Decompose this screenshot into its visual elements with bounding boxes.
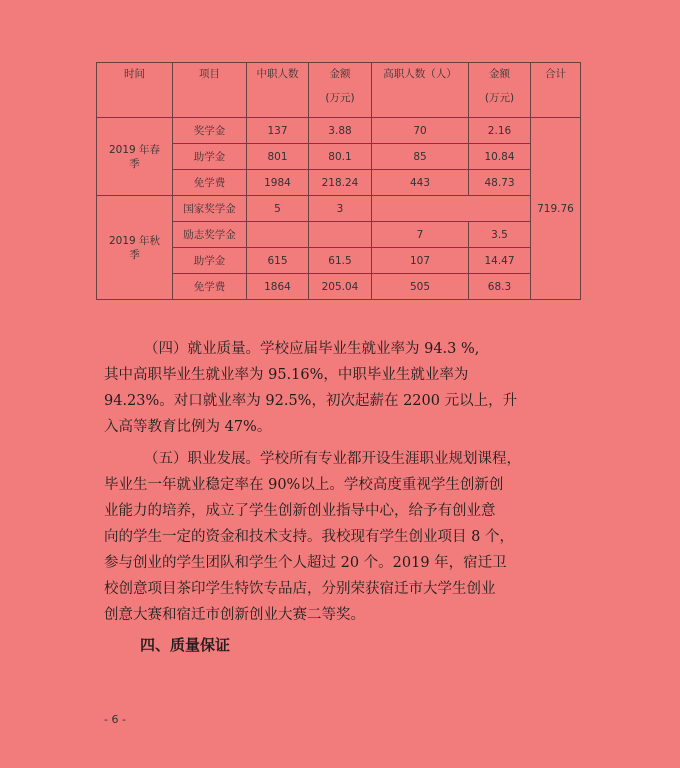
row-item: 免学费	[173, 274, 247, 300]
row-cell: 443	[372, 170, 469, 196]
row-cell: 68.3	[469, 274, 531, 300]
row-cell: 70	[372, 118, 469, 144]
header-amount-1-unit: (万元)	[325, 92, 355, 104]
row-cell: 615	[247, 248, 309, 274]
row-cell: 3.5	[469, 222, 531, 248]
row-item: 助学金	[173, 144, 247, 170]
paragraph-line: 毕业生一年就业稳定率在 90%以上。学校高度重视学生创新创	[104, 477, 504, 493]
header-amount-2-unit: (万元)	[484, 92, 515, 104]
header-time: 时间	[97, 63, 173, 118]
row-cell: 107	[372, 248, 469, 274]
row-item: 奖学金	[173, 118, 247, 144]
paragraph-line: 校创意项目茶印学生特饮专品店，分别荣获宿迁市大学生创业	[104, 581, 496, 597]
paragraph-line: 其中高职毕业生就业率为 95.16%，中职毕业生就业率为	[104, 367, 469, 383]
paragraph-line: 业能力的培养，成立了学生创新创业指导中心，给予有创业意	[104, 503, 496, 519]
header-amount-1	[309, 63, 372, 118]
header-item: 项目	[173, 63, 247, 118]
autumn-label-text: 2019 年秋季	[108, 234, 161, 261]
row-item: 国家奖学金	[173, 196, 247, 222]
section-heading: 四、质量保证	[140, 636, 231, 654]
paragraph-line: 参与创业的学生团队和学生个人超过 20 个。2019 年，宿迁卫	[104, 555, 507, 571]
page-number: - 6 -	[104, 713, 126, 726]
table-row	[97, 118, 581, 144]
row-cell: 218.24	[309, 170, 372, 196]
row-cell: 3	[309, 196, 372, 222]
header-higher-count: 高职人数（人）	[372, 63, 469, 118]
paragraph-line: （五）职业发展。学校所有专业都开设生涯职业规划课程，	[144, 451, 521, 467]
paragraph-line: 94.23%。对口就业率为 92.5%，初次起薪在 2200 元以上，升	[104, 393, 518, 409]
row-cell	[309, 222, 372, 248]
row-cell: 801	[247, 144, 309, 170]
table-header-row	[97, 63, 581, 118]
row-cell: 80.1	[309, 144, 372, 170]
header-amount-2-label: 金额	[489, 68, 510, 80]
row-cell: 2.16	[469, 118, 531, 144]
total-value: 719.76	[531, 118, 581, 300]
row-cell: 137	[247, 118, 309, 144]
row-cell: 3.88	[309, 118, 372, 144]
row-cell-empty	[372, 196, 531, 222]
paragraph-line: 向的学生一定的资金和技术支持。我校现有学生创业项目 8 个，	[104, 529, 514, 545]
header-secondary-count: 中职人数	[247, 63, 309, 118]
spring-label-text: 2019 年春季	[108, 143, 161, 170]
paragraph-career-development	[104, 446, 594, 628]
header-amount-2	[469, 63, 531, 118]
row-cell: 1864	[247, 274, 309, 300]
row-cell	[247, 222, 309, 248]
row-cell: 14.47	[469, 248, 531, 274]
row-cell: 205.04	[309, 274, 372, 300]
row-item: 励志奖学金	[173, 222, 247, 248]
row-cell: 61.5	[309, 248, 372, 274]
row-cell: 5	[247, 196, 309, 222]
table-row	[97, 196, 581, 222]
paragraph-employment-quality	[104, 336, 594, 440]
spring-label	[97, 118, 173, 196]
row-cell: 10.84	[469, 144, 531, 170]
paragraph-line: 入高等教育比例为 47%。	[104, 419, 272, 435]
row-cell: 7	[372, 222, 469, 248]
row-item: 助学金	[173, 248, 247, 274]
funding-table	[96, 62, 581, 300]
paragraph-line: 创意大赛和宿迁市创新创业大赛二等奖。	[104, 607, 365, 623]
row-cell: 505	[372, 274, 469, 300]
row-cell: 48.73	[469, 170, 531, 196]
row-cell: 1984	[247, 170, 309, 196]
paragraph-line: （四）就业质量。学校应届毕业生就业率为 94.3 %,	[144, 341, 480, 357]
header-total: 合计	[531, 63, 581, 118]
autumn-label	[97, 196, 173, 300]
row-cell: 85	[372, 144, 469, 170]
row-item: 免学费	[173, 170, 247, 196]
header-amount-1-label: 金额	[329, 68, 351, 80]
